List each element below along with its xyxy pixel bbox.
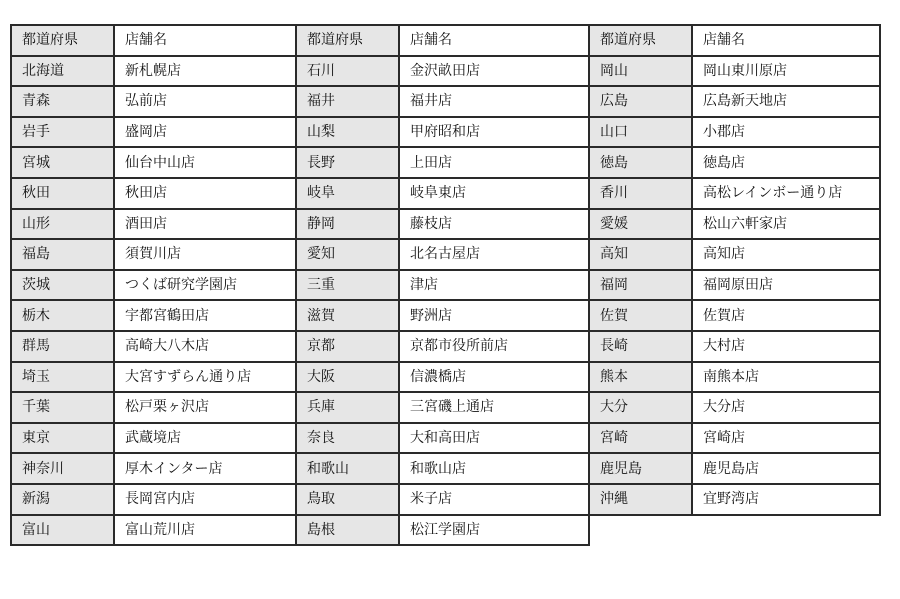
prefecture-cell: 福井: [296, 86, 399, 117]
table-row: [296, 300, 589, 331]
prefecture-cell: 大阪: [296, 362, 399, 393]
table-row: [589, 484, 880, 515]
prefecture-cell: 京都: [296, 331, 399, 362]
store-name-cell: 長岡宮内店: [114, 484, 296, 515]
header-row: [11, 25, 296, 56]
table-row: [11, 484, 296, 515]
table-row: [589, 117, 880, 148]
store-name-cell: 厚木インター店: [114, 453, 296, 484]
store-name-cell: 岐阜東店: [399, 178, 589, 209]
table-row: [589, 453, 880, 484]
prefecture-cell: 島根: [296, 515, 399, 546]
prefecture-cell: 鹿児島: [589, 453, 692, 484]
store-name-cell: 野洲店: [399, 300, 589, 331]
store-name-cell: 大宮すずらん通り店: [114, 362, 296, 393]
table-row: [296, 86, 589, 117]
prefecture-cell: 福島: [11, 239, 114, 270]
table-row: [296, 392, 589, 423]
prefecture-cell: 岡山: [589, 56, 692, 87]
store-name-cell: 金沢畝田店: [399, 56, 589, 87]
prefecture-cell: 福岡: [589, 270, 692, 301]
store-name-cell: 富山荒川店: [114, 515, 296, 546]
prefecture-cell: 岩手: [11, 117, 114, 148]
store-name-cell: 大村店: [692, 331, 880, 362]
store-name-cell: 和歌山店: [399, 453, 589, 484]
store-name-cell: 高崎大八木店: [114, 331, 296, 362]
table-row: [589, 270, 880, 301]
prefecture-cell: 埼玉: [11, 362, 114, 393]
prefecture-cell: 高知: [589, 239, 692, 270]
table-row: [11, 178, 296, 209]
table-row: [296, 484, 589, 515]
prefecture-cell: 山形: [11, 209, 114, 240]
prefecture-cell: 香川: [589, 178, 692, 209]
prefecture-cell: 広島: [589, 86, 692, 117]
store-name-header: 店舗名: [114, 25, 296, 56]
table-row: [296, 453, 589, 484]
prefecture-cell: 北海道: [11, 56, 114, 87]
table-row: [589, 56, 880, 87]
prefecture-cell: 茨城: [11, 270, 114, 301]
table-row: [11, 423, 296, 454]
prefecture-cell: 愛知: [296, 239, 399, 270]
store-name-cell: 仙台中山店: [114, 147, 296, 178]
prefecture-cell: 宮城: [11, 147, 114, 178]
prefecture-header: 都道府県: [11, 25, 114, 56]
store-name-cell: 宮崎店: [692, 423, 880, 454]
table-row: [589, 239, 880, 270]
table-row: [589, 147, 880, 178]
table-row: [296, 423, 589, 454]
table-row: [589, 423, 880, 454]
store-table-east: [10, 24, 297, 546]
store-name-cell: つくば研究学園店: [114, 270, 296, 301]
table-row: [589, 362, 880, 393]
prefecture-cell: 徳島: [589, 147, 692, 178]
store-name-cell: 大和高田店: [399, 423, 589, 454]
prefecture-cell: 大分: [589, 392, 692, 423]
store-name-cell: 福岡原田店: [692, 270, 880, 301]
table-row: [11, 392, 296, 423]
prefecture-cell: 神奈川: [11, 453, 114, 484]
table-row: [11, 147, 296, 178]
table-row: [589, 178, 880, 209]
store-name-cell: 高松レインボー通り店: [692, 178, 880, 209]
header-row: [296, 25, 589, 56]
table-row: [296, 147, 589, 178]
prefecture-cell: 兵庫: [296, 392, 399, 423]
store-name-cell: 高知店: [692, 239, 880, 270]
store-name-cell: 小郡店: [692, 117, 880, 148]
store-name-cell: 津店: [399, 270, 589, 301]
table-row: [11, 86, 296, 117]
store-name-cell: 佐賀店: [692, 300, 880, 331]
prefecture-cell: 奈良: [296, 423, 399, 454]
table-row: [11, 56, 296, 87]
table-row: [296, 331, 589, 362]
store-name-cell: 上田店: [399, 147, 589, 178]
prefecture-cell: 新潟: [11, 484, 114, 515]
table-row: [11, 362, 296, 393]
store-name-cell: 信濃橋店: [399, 362, 589, 393]
store-name-cell: 京都市役所前店: [399, 331, 589, 362]
store-name-cell: 大分店: [692, 392, 880, 423]
table-row: [296, 178, 589, 209]
prefecture-cell: 石川: [296, 56, 399, 87]
store-name-cell: 南熊本店: [692, 362, 880, 393]
prefecture-cell: 和歌山: [296, 453, 399, 484]
store-name-cell: 松江学園店: [399, 515, 589, 546]
table-row: [589, 300, 880, 331]
store-name-cell: 徳島店: [692, 147, 880, 178]
table-row: [589, 86, 880, 117]
table-row: [296, 362, 589, 393]
table-row: [11, 331, 296, 362]
prefecture-cell: 三重: [296, 270, 399, 301]
prefecture-cell: 長野: [296, 147, 399, 178]
prefecture-cell: 岐阜: [296, 178, 399, 209]
store-table-west: [588, 24, 881, 516]
store-name-cell: 酒田店: [114, 209, 296, 240]
store-name-cell: 甲府昭和店: [399, 117, 589, 148]
prefecture-cell: 滋賀: [296, 300, 399, 331]
store-name-cell: 岡山東川原店: [692, 56, 880, 87]
table-row: [11, 300, 296, 331]
store-name-cell: 新札幌店: [114, 56, 296, 87]
prefecture-header: 都道府県: [589, 25, 692, 56]
prefecture-cell: 佐賀: [589, 300, 692, 331]
table-row: [589, 209, 880, 240]
prefecture-cell: 長崎: [589, 331, 692, 362]
prefecture-cell: 東京: [11, 423, 114, 454]
table-row: [11, 239, 296, 270]
prefecture-cell: 山梨: [296, 117, 399, 148]
table-row: [11, 117, 296, 148]
prefecture-cell: 愛媛: [589, 209, 692, 240]
prefecture-cell: 秋田: [11, 178, 114, 209]
store-name-cell: 宇都宮鶴田店: [114, 300, 296, 331]
prefecture-header: 都道府県: [296, 25, 399, 56]
store-name-cell: 三宮磯上通店: [399, 392, 589, 423]
header-row: [589, 25, 880, 56]
table-row: [296, 515, 589, 546]
prefecture-cell: 熊本: [589, 362, 692, 393]
store-name-cell: 松山六軒家店: [692, 209, 880, 240]
table-row: [11, 453, 296, 484]
store-name-cell: 米子店: [399, 484, 589, 515]
store-name-cell: 藤枝店: [399, 209, 589, 240]
store-name-header: 店舗名: [399, 25, 589, 56]
table-row: [296, 270, 589, 301]
store-name-cell: 北名古屋店: [399, 239, 589, 270]
prefecture-cell: 鳥取: [296, 484, 399, 515]
table-row: [296, 209, 589, 240]
prefecture-cell: 栃木: [11, 300, 114, 331]
table-row: [589, 331, 880, 362]
prefecture-cell: 宮崎: [589, 423, 692, 454]
store-name-cell: 宜野湾店: [692, 484, 880, 515]
store-name-cell: 広島新天地店: [692, 86, 880, 117]
store-name-cell: 福井店: [399, 86, 589, 117]
store-name-cell: 秋田店: [114, 178, 296, 209]
store-name-cell: 盛岡店: [114, 117, 296, 148]
table-row: [11, 209, 296, 240]
store-name-cell: 鹿児島店: [692, 453, 880, 484]
table-row: [11, 270, 296, 301]
prefecture-cell: 青森: [11, 86, 114, 117]
table-row: [11, 515, 296, 546]
store-name-cell: 須賀川店: [114, 239, 296, 270]
table-row: [296, 56, 589, 87]
prefecture-cell: 富山: [11, 515, 114, 546]
store-name-cell: 武蔵境店: [114, 423, 296, 454]
table-row: [296, 117, 589, 148]
store-table-central: [295, 24, 590, 546]
table-row: [589, 392, 880, 423]
prefecture-cell: 静岡: [296, 209, 399, 240]
prefecture-cell: 山口: [589, 117, 692, 148]
table-row: [296, 239, 589, 270]
prefecture-cell: 群馬: [11, 331, 114, 362]
store-name-header: 店舗名: [692, 25, 880, 56]
store-name-cell: 弘前店: [114, 86, 296, 117]
prefecture-cell: 千葉: [11, 392, 114, 423]
store-name-cell: 松戸栗ヶ沢店: [114, 392, 296, 423]
prefecture-cell: 沖縄: [589, 484, 692, 515]
